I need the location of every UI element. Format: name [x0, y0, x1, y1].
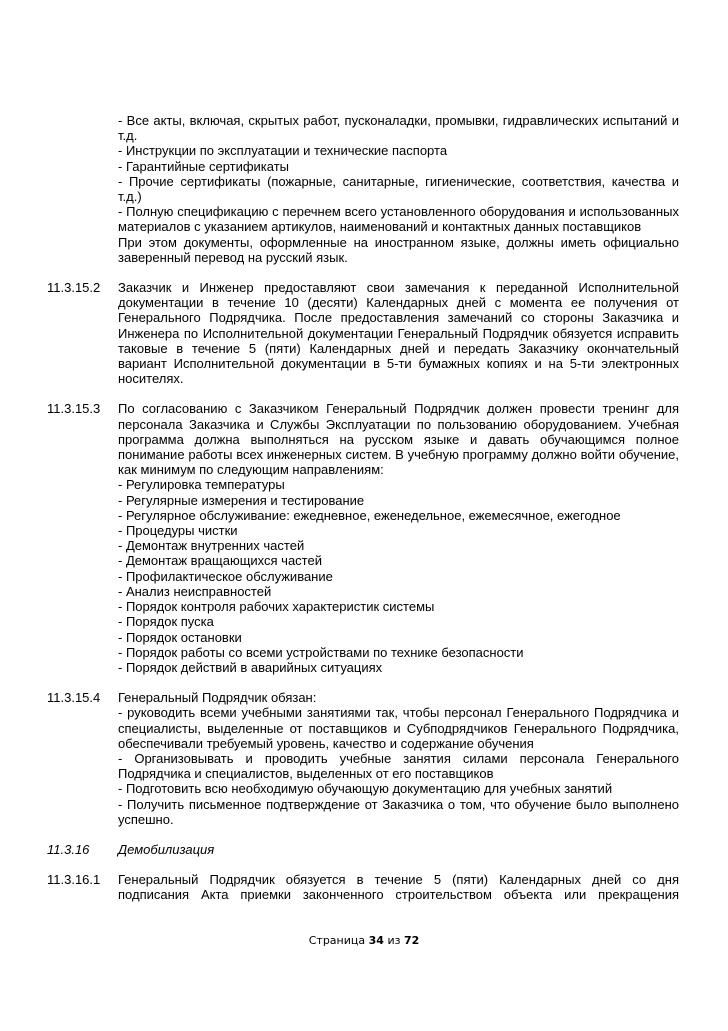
list-item: - Порядок пуска [118, 614, 214, 630]
list-block-documents [47, 113, 679, 265]
section-text: Заказчик и Инженер предоставляют свои замечания к переданной Исполнительной документации в течение 10 (десяти) Календарных дней с момента ее получения от Генерального Подрядчика. После предоставления замечаний со стороны Заказчика и Инженера по Исполнительной документации Генеральный Подрядчик обязуется исправить таковые в течение 5 (пяти) Календарных дней и передать Заказчику окончательный вариант Исполнительной документации в 5-ти бумажных копиях и на 5-ти электронных носителях. [118, 280, 679, 387]
list-item: - Регулярное обслуживание: ежедневное, еженедельное, ежемесячное, ежегодное [118, 507, 621, 523]
list-item: - Порядок действий в аварийных ситуациях [118, 659, 383, 675]
section-11-3-16-1 [47, 872, 679, 902]
footer-page-number: 34 [368, 934, 384, 947]
section-number: 11.3.15.2 [47, 280, 101, 296]
list-block-documents-text [118, 113, 679, 265]
list-item: - Демонтаж внутренних частей [118, 538, 305, 554]
list-item: - Организовывать и проводить учебные занятия силами персонала Генерального Подрядчика и специалистов, выделенных от его поставщиков [118, 750, 679, 782]
list-item: - руководить всеми учебными занятиями так, чтобы персонал Генерального Подрядчика и специалисты, выделенные от поставщиков и Субподрядчиков Генерального Подрядчика, обеспечивали требуемый уровень, качество и содержание обучения [118, 705, 679, 751]
section-11-3-16-heading [47, 842, 679, 857]
section-intro: Генеральный Подрядчик обязан: [118, 690, 317, 706]
list-item: - Профилактическое обслуживание [118, 568, 333, 584]
section-11-3-15-4 [47, 690, 679, 827]
footer-label: Страница [308, 934, 366, 947]
list-item: - Анализ неисправностей [118, 583, 272, 599]
list-item: - Регулировка температуры [118, 477, 285, 493]
list-item: - Регулярные измерения и тестирование [118, 492, 365, 508]
section-content [118, 690, 679, 827]
list-item: - Процедуры чистки [118, 523, 238, 539]
paragraph: При этом документы, оформленные на иностранном языке, должны иметь официально заверенный перевод на русский язык. [118, 234, 679, 265]
list-item: - Подготовить всю необходимую обучающую документацию для учебных занятий [118, 781, 613, 797]
section-11-3-15-2 [47, 280, 679, 386]
document-body [47, 113, 679, 903]
section-number: 11.3.16 [47, 841, 90, 857]
list-item: - Полную спецификацию с перечнем всего установленного оборудования и использованных материалов с указанием артикулов, наименований и контактных данных поставщиков [118, 204, 679, 235]
page-footer [0, 933, 728, 948]
footer-of: из [387, 934, 401, 947]
list-item: - Инструкции по эксплуатации и технические паспорта [118, 143, 448, 159]
footer-total-pages: 72 [403, 934, 420, 947]
section-number: 11.3.15.4 [47, 690, 101, 706]
section-11-3-15-3 [47, 401, 679, 675]
section-title: Демобилизация [118, 841, 215, 857]
section-content [118, 401, 679, 675]
list-item: - Демонтаж вращающихся частей [118, 553, 322, 569]
list-item: - Прочие сертификаты (пожарные, санитарные, гигиенические, соответствия, качества и т.д.) [118, 173, 679, 205]
section-intro: По согласованию с Заказчиком Генеральный Подрядчик должен провести тренинг для персонала Заказчика и Службы Эксплуатации по пользованию оборудованием. Учебная программа должна выполняться на русском языке и давать обучающимся полное понимание работы всех инженерных систем. В учебную программу должно войти обучение, как минимум по следующим направлениям: [118, 401, 679, 478]
list-item: - Все акты, включая, скрытых работ, пусконаладки, промывки, гидравлических испытаний и т.д. [118, 113, 679, 144]
section-text: Генеральный Подрядчик обязуется в течение 5 (пяти) Календарных дней со дня подписания Акта приемки законченного строительством объекта или прекращения [118, 872, 679, 903]
section-number-empty [47, 113, 118, 265]
list-item: - Гарантийные сертификаты [118, 158, 290, 174]
section-number: 11.3.15.3 [47, 401, 101, 417]
list-item: - Порядок остановки [118, 629, 242, 645]
list-item: - Порядок контроля рабочих характеристик системы [118, 599, 435, 615]
list-item: - Получить письменное подтверждение от Заказчика о том, что обучение было выполнено успешно. [118, 796, 679, 827]
list-item: - Порядок работы со всеми устройствами по технике безопасности [118, 644, 524, 660]
section-number: 11.3.16.1 [47, 872, 101, 888]
